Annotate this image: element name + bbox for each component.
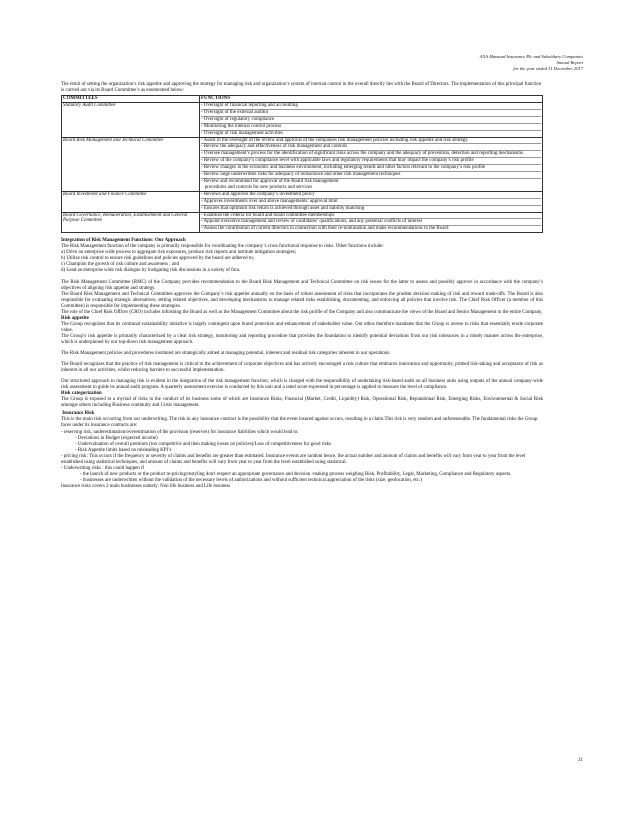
committees-column-header: COMMITTEES — [62, 96, 200, 103]
committee-functions — [200, 191, 543, 212]
committee-functions — [200, 212, 543, 233]
cro-paragraph: The role of the Chief Risk Officer (CRO) includes informing the Board as well as the Management Committee about the risk profile of the Company and also communicate the views of the Board and Senior Management to the entire Company. — [61, 309, 543, 315]
appetite-paragraph: The Group recognizes that its continual sustainability initiative is largely contingent upon brand protection and enhancement of stakeholder value. Our ethos therefore mandates that the Group is averse to risks that essentially erode corporate value. — [61, 321, 543, 333]
reserving-item: - Undervaluation of overall premium (too competitive and then making losses on policies)/Loss of competitiveness for good risks — [75, 441, 332, 447]
integration-item: d) Lead an enterprise wide risk dialogue by instigating risk discussions in a variety of fora. — [61, 268, 241, 274]
integration-item: a) Drive an enterprise wide process to aggregate risk exposures, produce risk reports and institute mitigation strategies; — [61, 250, 297, 256]
insurance-risk-heading: Insurance Risk — [61, 411, 95, 417]
function-item: - Assist in the oversight of the review and approval of the companies risk management policies including risk appetite and risk strategy. — [201, 138, 541, 145]
underwriting-item: - businesses are underwritten without the validation of the necessary levels of authorizations and without sufficient technical appreciation of the risks (size, geolocation, etc.) — [80, 477, 422, 483]
reserving-item: - Deviations in Budget (expected income) — [75, 435, 158, 441]
committees-table — [61, 95, 543, 233]
header-company: AXA Mansard Insurance Plc and Subsidiary Companies — [479, 54, 583, 59]
function-item: - Monitoring the internal control process — [201, 124, 541, 131]
committee-name: Board Governance, Remuneration, Establishment and General Purpose Committee — [62, 212, 200, 233]
function-item: - Appoint executive management and review of candidates’ qualifications, and any potential conflicts of interest — [201, 219, 541, 226]
table-row — [62, 212, 543, 233]
integration-item: c) Champion the growth of risk culture and awareness ; and — [61, 262, 179, 268]
table-row — [62, 103, 543, 138]
table-header-row — [62, 96, 543, 103]
risk-appetite-heading: Risk appetite — [61, 315, 89, 321]
reserving-item: - Risk Appetite limits based on misleading KPI’s — [75, 447, 172, 453]
function-item: - Review and recommend for approval of the Board risk management procedures and controls for new products and services — [201, 178, 339, 190]
integration-lead: The Risk Management function of the company is primarily responsible for coordinating the company’s cross functional response to risks. Other functions include: — [61, 244, 384, 250]
appetite-paragraph: The Group’s risk appetite is primarily characterized by a clear risk strategy, monitoring and reporting procedure that provides the foundation to identify potential deviations from our risk tolerances in a timely manner across the enterprise, which is underpinned by our top-down risk management approach. — [61, 333, 543, 345]
insurance-paragraph: This is the main risk occurring from our underwriting. The risk in any insurance contract is the possibility that the event insured against occurs, resulting in a claim.This risk is very random and unforeseeable. The fundamental risks the Group faces under its insurance contracts are: — [61, 417, 538, 429]
function-item: - Establish the criteria for board and board committee memberships — [201, 213, 541, 220]
insurance-closing: Insurance risks covers 2 main businesses namely: Non life business and Life business — [61, 483, 231, 489]
table-row — [62, 137, 543, 191]
integration-item: b) Utilize risk control to ensure risk guidelines and policies approved by the board are adhered to; — [61, 256, 255, 262]
page-number: 21 — [578, 758, 583, 763]
underwriting-item: - the launch of new products or the product re-pricing/restyling don't respect an appropriate governance and decision -making process weighing Risk, Profitability, Legal, Marketing, Compliance and Regulatory aspects. — [80, 471, 512, 477]
page-content — [61, 82, 543, 490]
reserving-risk: - reserving risk, underestimation/overestimation of the provision (reserves) for insurance liabilities which would lead to: — [61, 429, 299, 435]
report-header — [323, 54, 583, 73]
function-item: - Oversight of regulatory compliance — [201, 117, 541, 124]
appetite-paragraph: The Risk Management policies and procedures instituted are strategically aimed at managing potential, inherent and residual risk categories inherent in our operations. — [61, 351, 391, 357]
underwriting-risk: - Underwriting risks : this could happen if — [61, 465, 144, 471]
appetite-paragraph: The Board recognizes that the practice of risk management is critical to the achievement of corporate objectives and has actively encouraged a risk culture that embraces innovation and opportunity, primed risk-taking and acceptance of risk as inherent in all our activities, whilst reducing barriers to successful implementation. — [61, 362, 543, 374]
header-period: for the year ended 31 December 2017 — [513, 66, 583, 72]
function-item: - Oversight of the external auditor — [201, 110, 541, 117]
intro-paragraph: The remit of setting the organization’s risk appetite and approving the strategy for managing risk and organization’s system of internal control in the overall directly lies with the Board of Directors. The implementation of this principal function is carried out via its Board Committee’s as enumerated below: — [61, 82, 542, 94]
brmtc-paragraph: The Board Risk Management and Technical Committee approves the Company’s risk appetite annually on the basis of robust assessment of risks that incorporates the prudent decision making of risk and reward trade-offs. The Board is also responsible for evaluating strategic alternatives, setting related objectives, and developing mechanisms to manage related risks establishing, documenting, and enforcing all policies that involve risk. The Chief Risk Officer (a member of this Committee) is responsible for implementing these strategies. — [61, 291, 543, 309]
integration-heading: Integration of Risk Management Functions: Our Approach — [61, 238, 186, 244]
function-item: - Oversight of financial reporting and accounting — [201, 103, 541, 110]
committee-name: Board Risk Management and Technical Committee — [62, 137, 200, 191]
function-item: - Review of the company’s compliance level with applicable laws and regulatory requirements that may impact the company’s risk profile — [201, 158, 541, 165]
functions-column-header: FUNCTIONS — [200, 96, 543, 103]
function-item: - Approves investments over and above managements’ approval limit — [201, 199, 541, 206]
pricing-risk: - pricing risk: This occurs if the frequency or severity of claims and benefits are greater than estimated. Insurance events are random hence, the actual number and amount of claims and benefits will vary from year to year from the level established using statistical techniques, and amount of claims and benefits will vary from year to year from the level established using statistical. — [61, 453, 526, 465]
function-item: - Reviews and approves the company’s investment policy — [201, 192, 541, 199]
risk-categorization-heading: Risk categorization — [61, 391, 102, 397]
function-item: - Ensures that optimum risk return is achieved through asset and liability matching — [201, 205, 365, 211]
committee-name: Statutory Audit Committee — [62, 103, 200, 138]
table-row — [62, 191, 543, 212]
committee-functions — [200, 137, 543, 191]
categorization-paragraph: The Group is exposed to a myriad of risks in the conduct of its business some of which are Insurance Risks, Financial (Market, Credit, Liquidity) Risk, Operational Risk, Reputational Risk, Emerging Risks, Environmental & Social Risk amongst others including Business continuity and Crisis management. — [61, 397, 543, 409]
committee-name: Board Investment and Finance Committee — [62, 191, 200, 212]
function-item: - Review changes in the economic and business environment, including emerging trends and other factors relevant to the company’s risk profile — [201, 165, 541, 172]
rmc-paragraph: The Risk Management Committee (RMC) of the Company provides recommendation to the Board Risk Management and Technical Committee on risk issues for the latter to assess and possibly approve in accordance with the company’s objectives of aligning risk appetite and strategy. — [61, 279, 543, 291]
appetite-paragraph: Our structured approach to managing risk is evident in the integration of the risk management function; which is charged with the responsibility of undertaking risk-based audit on all business units using outputs of the annual company-wide risk assessment to guide its annual audit program. A quarterly assessment exercise is conducted by this unit and a rated score expressed in percentage is applied to measure the level of compliance. — [61, 379, 543, 391]
function-item: - Assess the contribution of current directors in connection with their re-nomination and make recommendations to the Board — [201, 226, 449, 232]
function-item: - Oversight of risk management activities — [201, 130, 283, 136]
function-item: - Review the adequacy and effectiveness of risk management and controls — [201, 144, 541, 151]
committee-functions — [200, 103, 543, 138]
function-item: - Oversee management’s process for the identification of significant risks across the company and the adequacy of prevention, detection and reporting mechanisms — [201, 151, 541, 158]
header-report-title: Annual Report — [556, 60, 583, 66]
function-item: - Review large underwritten risks for adequacy of reinsurance and other risk management techniques — [201, 172, 541, 179]
